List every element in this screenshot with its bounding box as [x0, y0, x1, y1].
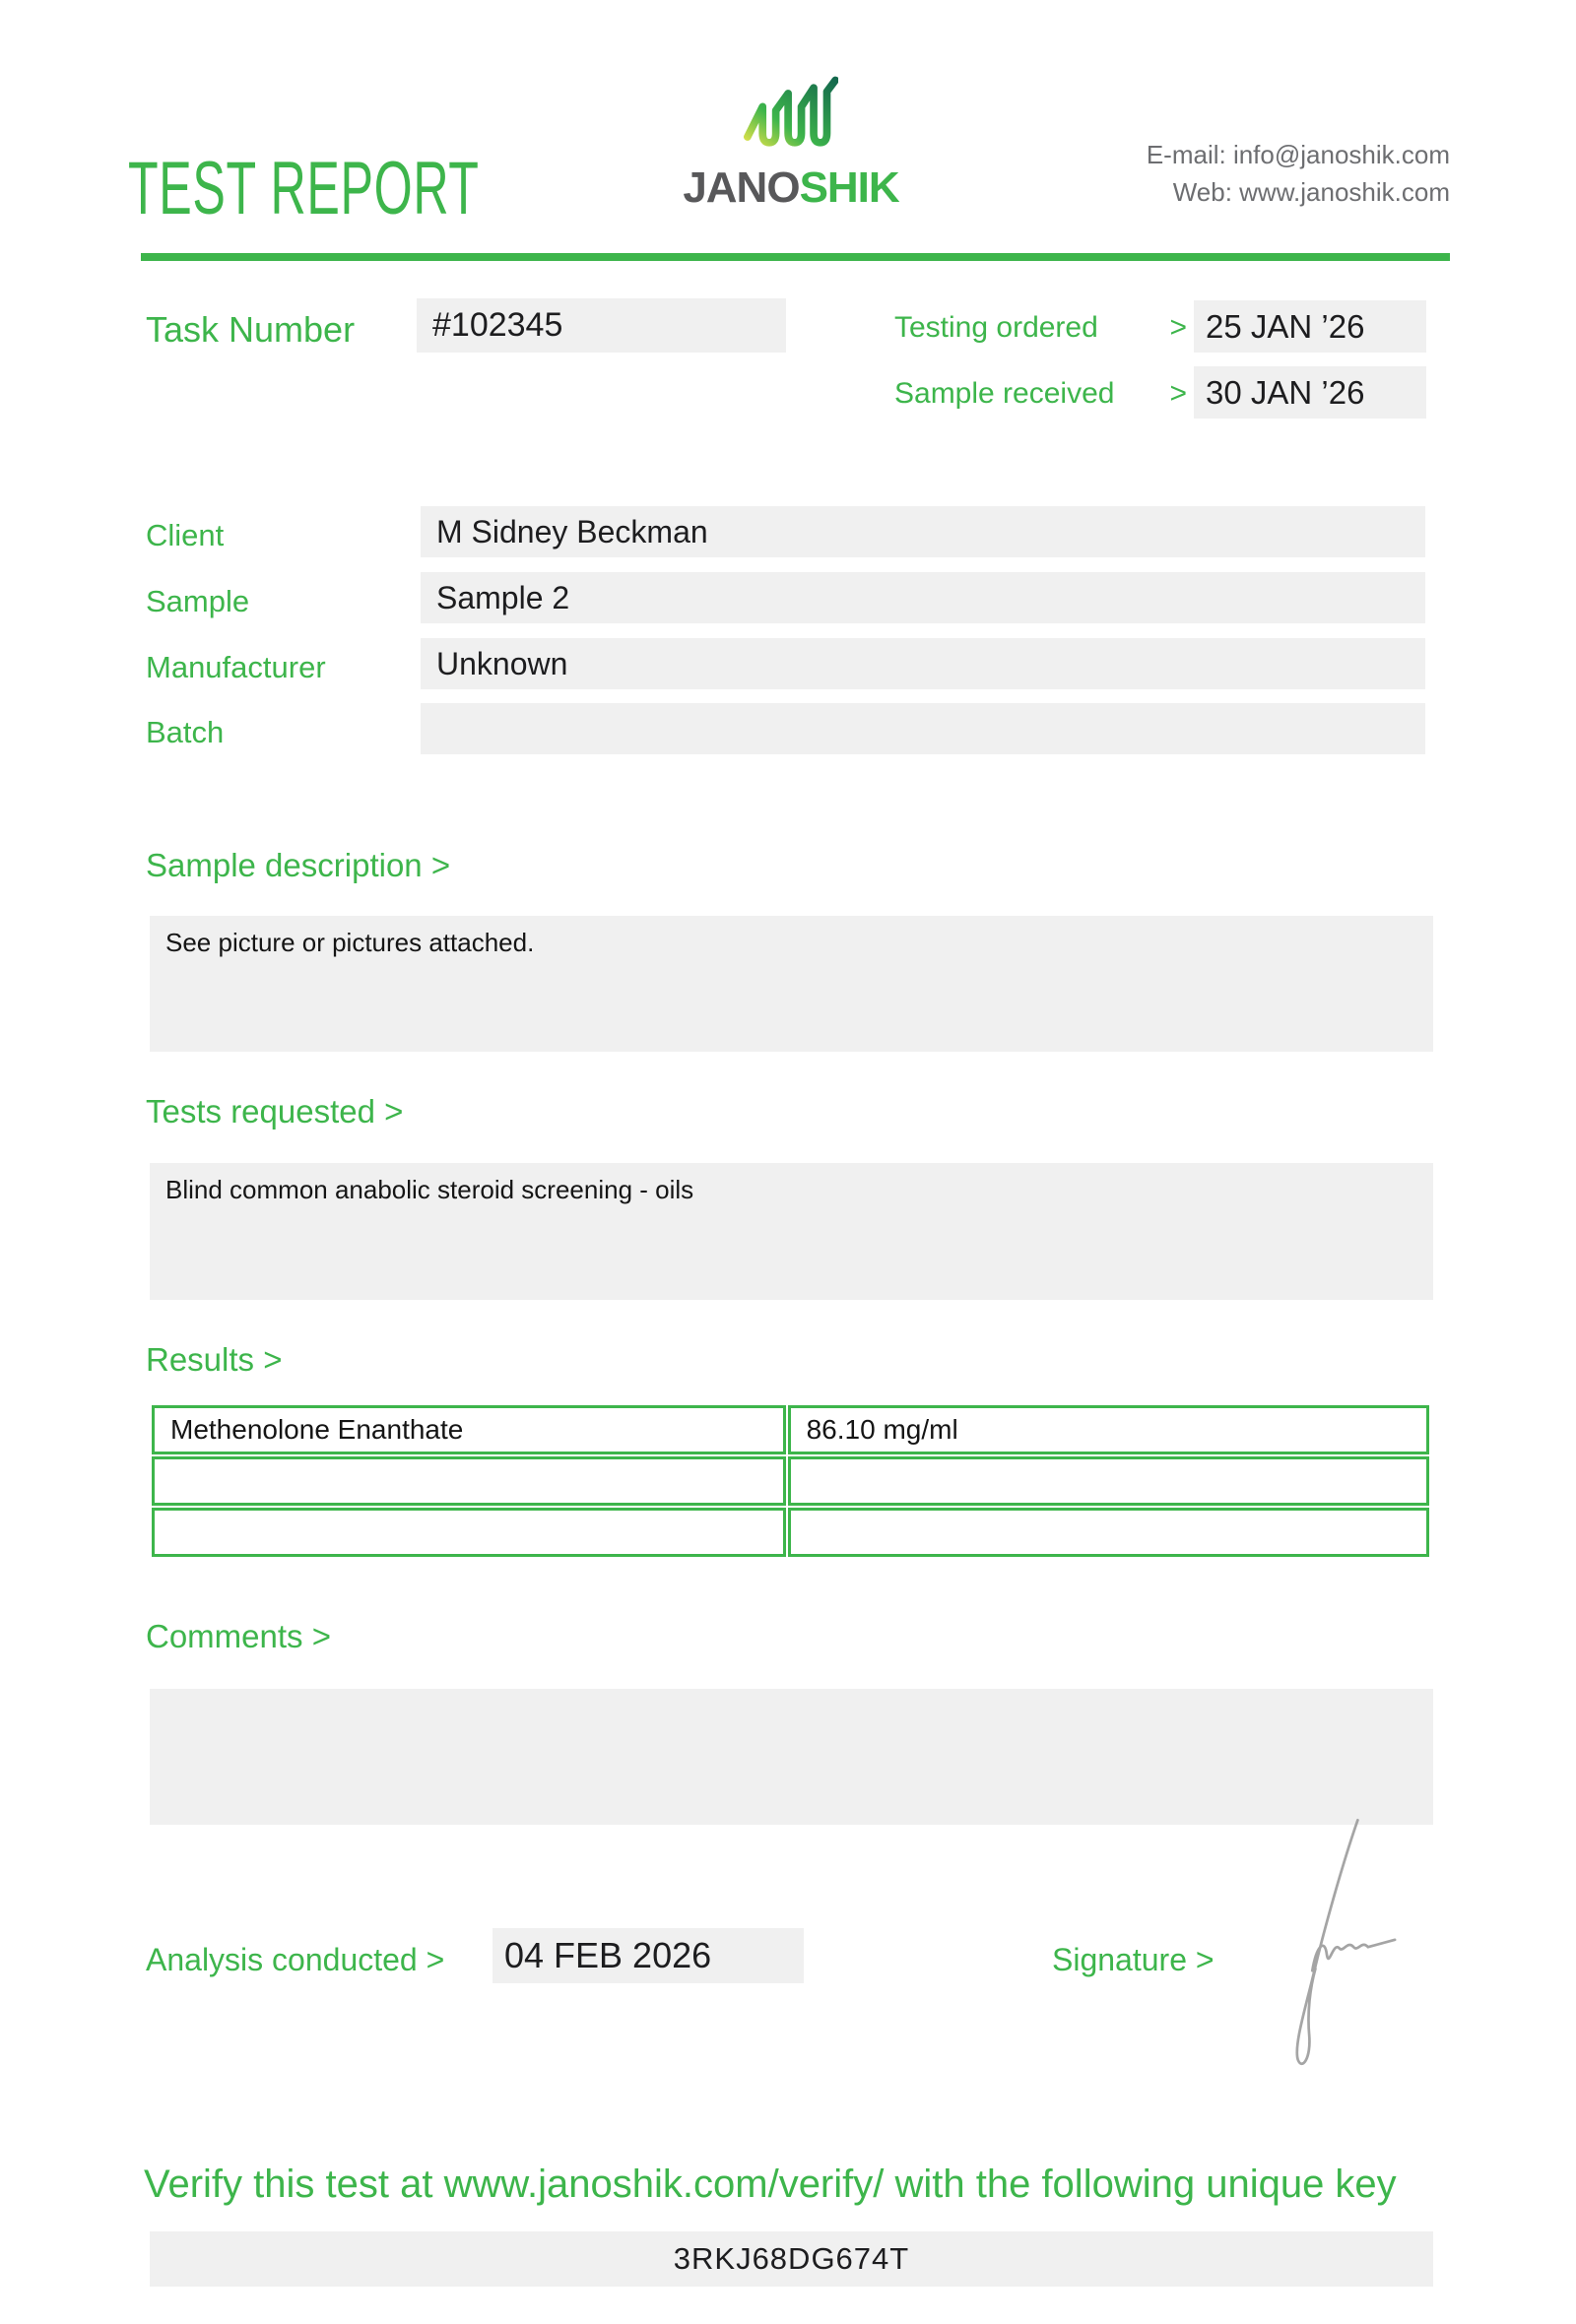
verify-heading: Verify this test at www.janoshik.com/verify/ with the following unique key: [144, 2163, 1397, 2206]
results-heading: Results >: [146, 1341, 283, 1378]
analysis-date-field: [492, 1928, 804, 1983]
results-row: [152, 1456, 1429, 1506]
janoshik-logo: [678, 69, 904, 213]
task-number-field: [417, 298, 786, 353]
results-table: [150, 1403, 1431, 1559]
growth-chart-icon: [744, 69, 838, 161]
result-analyte: [152, 1456, 786, 1506]
testing-ordered-field: [1194, 300, 1426, 353]
logo-wordmark: [678, 163, 904, 213]
testing-ordered-label: [894, 311, 1187, 345]
batch-label: Batch: [146, 715, 225, 749]
comments-heading: Comments >: [146, 1618, 331, 1654]
result-value: [788, 1456, 1429, 1506]
header-divider: [141, 253, 1450, 261]
sample-received-label: [894, 377, 1187, 411]
sample-description-box: [150, 916, 1433, 1052]
task-number-value: #102345: [432, 306, 563, 344]
sample-received-value: 30 JAN ’26: [1206, 374, 1365, 411]
comments-box: [150, 1689, 1433, 1825]
verify-key-value: 3RKJ68DG674T: [673, 2241, 910, 2276]
sample-received-text: Sample received: [894, 377, 1115, 410]
verify-key-field: [150, 2231, 1433, 2287]
contact-email: E-mail: info@janoshik.com: [1146, 140, 1450, 169]
manufacturer-field: [421, 638, 1425, 689]
results-row: [152, 1405, 1429, 1454]
testing-ordered-value: 25 JAN ’26: [1206, 308, 1365, 345]
logo-shik: SHIK: [799, 163, 899, 212]
page-title: TEST REPORT: [128, 147, 480, 230]
analysis-date-value: 04 FEB 2026: [504, 1935, 712, 1975]
client-label: Client: [146, 518, 225, 552]
testing-ordered-arrow-icon: >: [1169, 311, 1187, 344]
result-analyte: Methenolone Enanthate: [152, 1405, 786, 1454]
task-number-label: Task Number: [146, 309, 356, 350]
tests-requested-heading: Tests requested >: [146, 1093, 404, 1130]
manufacturer-value: Unknown: [436, 646, 568, 681]
signature-scribble-icon: [1249, 1814, 1407, 2072]
sample-label: Sample: [146, 584, 250, 618]
comments-text: [150, 1689, 1433, 1701]
manufacturer-label: Manufacturer: [146, 650, 326, 684]
result-analyte: [152, 1508, 786, 1557]
client-field: [421, 506, 1425, 557]
client-value: M Sidney Beckman: [436, 514, 708, 549]
logo-jano: JANO: [683, 163, 800, 212]
signature-image: [1249, 1814, 1407, 2072]
signature-label: Signature >: [1052, 1942, 1215, 1977]
testing-ordered-text: Testing ordered: [894, 311, 1098, 344]
batch-field: [421, 703, 1425, 754]
contact-web: Web: www.janoshik.com: [1172, 177, 1450, 207]
result-value: 86.10 mg/ml: [788, 1405, 1429, 1454]
analysis-conducted-label: Analysis conducted >: [146, 1942, 445, 1977]
sample-received-arrow-icon: >: [1169, 377, 1187, 410]
sample-description-text: See picture or pictures attached.: [165, 928, 535, 957]
sample-field: [421, 572, 1425, 623]
tests-requested-text: Blind common anabolic steroid screening - oils: [165, 1175, 694, 1204]
tests-requested-box: [150, 1163, 1433, 1300]
contact-info: [1147, 136, 1450, 211]
sample-value: Sample 2: [436, 580, 570, 615]
sample-received-field: [1194, 366, 1426, 419]
results-row: [152, 1508, 1429, 1557]
result-value: [788, 1508, 1429, 1557]
sample-description-heading: Sample description >: [146, 847, 451, 883]
